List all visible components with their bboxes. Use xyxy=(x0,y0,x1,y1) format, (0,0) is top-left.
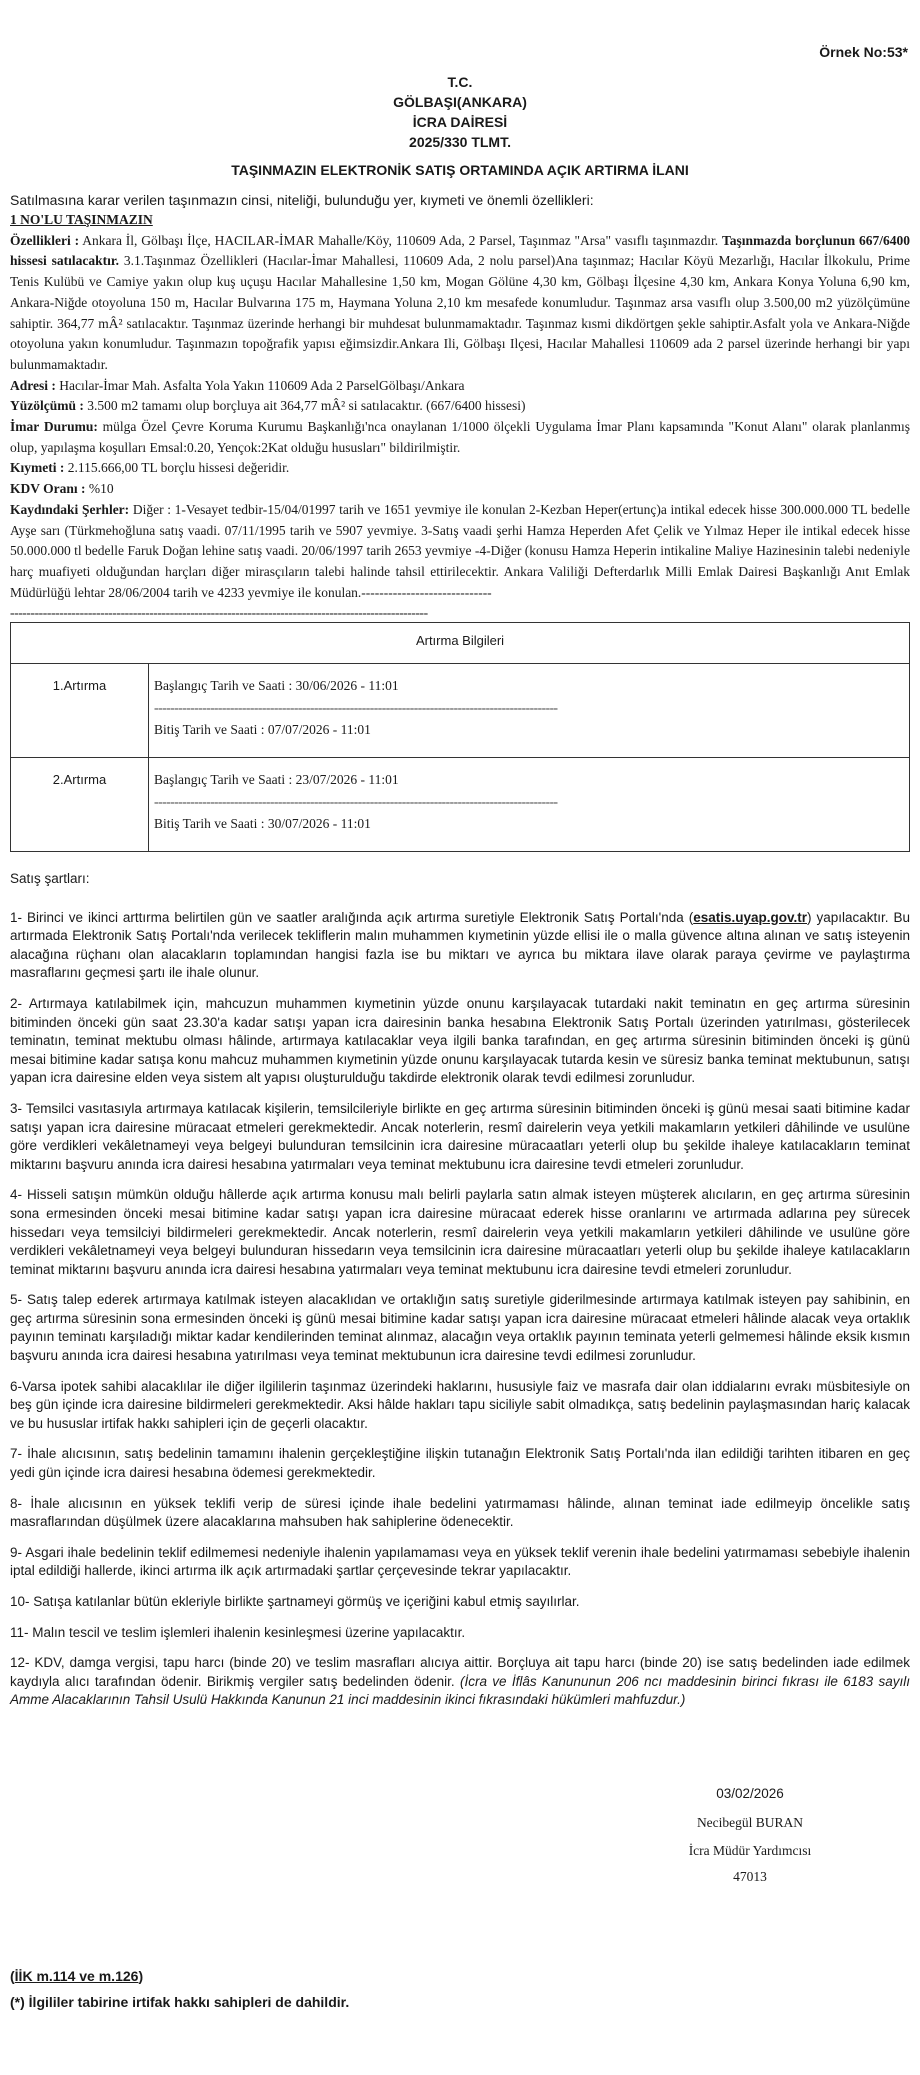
auction-row xyxy=(11,758,910,852)
property-area xyxy=(10,396,910,417)
header-tc: T.C. xyxy=(447,74,473,90)
condition-3: 3- Temsilci vasıtasıyla artırmaya katılacak kişilerin, temsilcileriyle birlikte en geç artırma süresinin bitiminden önceki iş günü mesai saati bitimine kadar satışı yapan icra dairesine müracaat etmeleri gerekmektedir. Ancak noterlerin, resmî dairelerin veya yetkili makamların yetkileri dâhilinde ve usulüne göre verdikleri vekâletnameyi veya belgeyi bulunduran temsilcinin icra dairesine müracaatları yeterli olup bu şekilde ihaleye katılacakların teminat miktarını başvuru anında icra dairesi hesabına yatırmaları veya teminat mektubunu icra dairesine tevdi etmeleri zorunludur. xyxy=(10,1100,910,1172)
auction-name: 1.Artırma xyxy=(11,664,149,758)
law-reference-link[interactable]: İİK m.114 ve m.126 xyxy=(14,1968,139,1984)
features-text-a: Ankara İl, Gölbaşı İlçe, HACILAR-İMAR Mahalle/Köy, 110609 Ada, 2 Parsel, Taşınmaz "Arsa" vasıflı taşınmazdır. xyxy=(82,232,719,248)
header-city: GÖLBAŞI(ANKARA) xyxy=(393,94,527,110)
condition-12-legal-note: (İcra ve İflâs Kanununun 206 ncı maddesinin birinci fıkrası ile 6183 sayılı Amme Alacaklarının Tahsil Usulü Hakkında Kanunun 21 inci maddesinin ikinci fıkrasındaki hükümleri mahfuzdur.) xyxy=(10,1673,910,1708)
address-label: Adresi : xyxy=(10,377,56,393)
condition-8: 8- İhale alıcısının en yüksek teklifi verip de süresi içinde ihale bedelini yatırmaması hâlinde, alınan teminat iade edilmeyip öncelikle satış masraflarından düşülmek üzere alacaklarına mahsuben hak sahiplerine ödenecektir. xyxy=(10,1495,910,1530)
office-header xyxy=(0,72,920,152)
header-file-no: 2025/330 TLMT. xyxy=(409,134,511,150)
property-heading: 1 NO'LU TAŞINMAZIN xyxy=(10,212,153,227)
auction-table-header: Artırma Bilgileri xyxy=(11,623,910,664)
value-label: Kıymeti : xyxy=(10,460,65,476)
intro-text: Satılmasına karar verilen taşınmazın cinsi, niteliği, bulunduğu yer, kıymeti ve önemli özellikleri: xyxy=(10,192,594,208)
condition-1: 1- Birinci ve ikinci arttırma belirtilen gün ve saatler aralığında açık artırma suretiyle Elektronik Satış Portalı'nda (esatis.uyap.gov.tr) yapılacaktır. Bu artırmada Elektronik Satış Portalı'nda verilecek tekliflerin malın muhammen kıymetinin yüzde ellisi ile o malla güvence altına alınan ve satış isteyenin alacağına rüçhanı olan alacakların toplamından hangisi fazla ise bu miktarı ve ayrıca bu miktara ilave olarak paraya çevirme ve paylaştırma masraflarını geçmesi şartı ile ihale olunur. xyxy=(10,909,910,981)
auction-name: 2.Artırma xyxy=(11,758,149,852)
property-vat xyxy=(10,479,910,500)
auction-end-value: 30/07/2026 - 11:01 xyxy=(267,816,371,831)
sale-conditions xyxy=(10,870,910,1722)
property-zoning xyxy=(10,417,910,458)
property-details xyxy=(10,210,910,624)
features-text-b: 3.1.Taşınmaz Özellikleri (Hacılar-İmar Mahallesi, 110609 Ada, 2 nolu parsel)Ana taşınmaz; Hacılar Köyü Mezarlığı, Hacılar İlkokulu, Prime Tenis Kulübü ve Camiye yakın olup kuş uçuşu Hacılar Mahallesine 1,50 km, Mogan Gölüne 4,30 km, Gölbaşı İlçesine 4,30 km, Ankara Konya Yoluna 6,90 km, Ankara-Niğde otoyoluna 150 m, Hacılar Bulvarına 175 m, Haymana Yoluna 2,10 km mesafede konumludur. Taşınmaz arsa vasıflı olup 3.500,00 m2 yüzölçümüne sahiptir. 364,77 mÂ² satılacaktır. Taşınmaz üzerinde herhangi bir muhdesat bulunmamaktadır. Taşınmaz kısmi dikdörtgen şekle sahiptir.Asfalt yola ve Ankara-Niğde otoyoluna yakın konumludur. Taşınmazın topoğrafik yapısı eğimsizdir.Ankara Ili, Gölbaşı Ilçesi, Hacılar Mahallesi 110609 ada 2 parsel üzerinde herhangi bir yapı bulunmamaktadır. xyxy=(10,253,910,372)
records-text: Diğer : 1-Vesayet tedbir-15/04/01997 tarih ve 1651 yevmiye ile konulan 2-Kezban Heper(ertunç)a intikal edecek hisse 300.000.000 TL bedelle Ayşe sarı (Türkmehoğluna satış vaadi. 07/11/1995 tarih ve 5907 yevmiye. 3-Satış vaadi şerhi Hamza Heperden Afet Çelik ve Yılmaz Heper ile intikal edecek hisse 50.000.000 tl bedelle Faruk Doğan lehine satış vaadi. 20/06/1997 tarih 2653 yevmiye -4-Diğer (konusu Hamza Heperin intikaline Maliye Hazinesinin talebi nedeniyle harç muafiyeti olduğundan harçları diğer mirasçıların talebi halinde tahsil ettirilecektir. Ankara Valiliği Defterdarlık Milli Emlak Dairesi Başkanlığı Anıt Emlak Müdürlüğü lehtar 28/06/2004 tarih ve 4233 yevmiye ile konulan.----------------------------- xyxy=(10,501,910,600)
condition-7: 7- İhale alıcısının, satış bedelinin tamamını ihalenin gerçekleştiğine ilişkin tutanağın Elektronik Satış Portalı'nda ilan edildiği tarihten itibaren en geç yedi gün içinde icra dairesi hesabına ödemesi gerekmektedir. xyxy=(10,1446,910,1481)
condition-4: 4- Hisseli satışın mümkün olduğu hâllerde açık artırma konusu malı belirli paylarla satın almak isteyen müşterek alıcıların, en geç artırma süresinin sona ermesinden önceki mesai bitimine kadar satışı yapan icra dairesine müracaat ederek hisse oranlarını ve artırmada adlarına pey sürecek hissedarı veya temsilciyi bildirmeleri gerekmektedir. Ancak noterlerin, resmî dairelerin veya yetkili makamların yetkileri dâhilinde ve usulüne göre verdikleri vekâletnameyi veya belgeyi bulunduran hissedarın veya temsilcinin icra dairesine müracaatları yeterli olup bu şekilde ihaleye katılacakların teminat miktarını başvuru anında icra dairesi hesabına yatırmaları veya teminat mektubunu icra dairesine tevdi etmeleri zorunludur. xyxy=(10,1187,910,1277)
zoning-value: mülga Özel Çevre Koruma Kurumu Başkanlığı'nca onaylanan 1/1000 ölçekli Uygulama İmar Planı kapsamında "Konut Alanı" olarak planlanmış olup, yapılaşma koşulları Emsal:0.20, Yençok:2Kat olduğu hususları" bildirilmiştir. xyxy=(10,419,910,455)
footnote: (*) İlgililer tabirine irtifak hakkı sahipleri de dahildir. xyxy=(10,1994,350,2010)
address-value: Hacılar-İmar Mah. Asfalta Yola Yakın 110609 Ada 2 ParselGölbaşı/Ankara xyxy=(59,377,465,393)
features-share: Taşınmazda borçlunun 667/6400 hissesi satılacaktır. xyxy=(10,232,910,269)
vat-value: %10 xyxy=(88,481,114,497)
condition-11: 11- Malın tescil ve teslim işlemleri ihalenin kesinleşmesi üzerine yapılacaktır. xyxy=(10,1624,466,1640)
property-records xyxy=(10,500,910,604)
auction-row xyxy=(11,664,910,758)
law-reference: (İİK m.114 ve m.126) xyxy=(10,1968,144,1984)
header-office: İCRA DAİRESİ xyxy=(412,114,508,130)
records-dashes: ------------------------------------------------------------------------------------------------------ xyxy=(10,605,428,621)
property-value xyxy=(10,458,910,479)
sample-number: Örnek No:53* xyxy=(819,44,908,60)
auction-table xyxy=(10,622,910,852)
condition-5: 5- Satış talep ederek artırmaya katılmak isteyen alacaklıdan ve ortaklığın satış suretiyle giderilmesinde artırmaya katılmak isteyen pay sahibinin, en geç artırma süresinin sona ermesinden önceki iş günü mesai bitimine kadar satışı yapan icra dairesine müracaat etmeleri hâlinde alacak veya ortaklık payının teminatı karşıladığı miktar kadar kendilerinden teminat alınmaz, alacağın veya ortaklık payının teminata yeterli gelmemesi hâlinde eksik kısmın başvuru anında icra dairesi hesabına yatırılması veya teminat mektubunun icra dairesine tevdi edilmesi zorunludur. xyxy=(10,1292,910,1364)
auction-start-value: 23/07/2026 - 11:01 xyxy=(295,772,399,787)
condition-12: 12- KDV, damga vergisi, tapu harcı (binde 20) ve teslim masrafları alıcıya aittir. Borçluya ait tapu harcı (binde 20) ise satış bedelinden iade edilmek kaydıyla alıcı tarafından ödenir. Birikmiş vergiler satış bedelinden ödenir. (İcra ve İflâs Kanununun 206 ncı maddesinin birinci fıkrası ile 6183 sayılı Amme Alacaklarının Tahsil Usulü Hakkında Kanunun 21 inci maddesinin ikinci fıkrasındaki hükümleri mahfuzdur.) xyxy=(10,1655,910,1708)
auction-start: Başlangıç Tarih ve Saati : 30/06/2026 - 11:01 xyxy=(154,678,399,693)
auction-separator: ----------------------------------------------------------------------------------------------------- xyxy=(154,700,558,715)
auction-separator: ----------------------------------------------------------------------------------------------------- xyxy=(154,794,558,809)
auction-start-value: 30/06/2026 - 11:01 xyxy=(295,678,399,693)
signature-name: Necibegül BURAN xyxy=(696,1815,804,1830)
signature-number: 47013 xyxy=(733,1869,767,1884)
value-amount: 2.115.666,00 TL borçlu hissesi değeridir. xyxy=(67,460,290,476)
auction-end: Bitiş Tarih ve Saati : 30/07/2026 - 11:01 xyxy=(154,816,371,831)
area-value: 3.500 m2 tamamı olup borçluya ait 364,77 mÂ² si satılacaktır. (667/6400 hissesi) xyxy=(87,398,526,414)
auction-end: Bitiş Tarih ve Saati : 07/07/2026 - 11:01 xyxy=(154,722,371,737)
conditions-title: Satış şartları: xyxy=(10,871,90,886)
property-address xyxy=(10,376,910,397)
signature-title: İcra Müdür Yardımcısı xyxy=(688,1843,812,1858)
signature-date: 03/02/2026 xyxy=(716,1786,784,1801)
condition-2: 2- Artırmaya katılabilmek için, mahcuzun muhammen kıymetinin yüzde onunu karşılayacak tutardaki nakit teminatın en geç artırma süresinin bitiminden önceki gün saat 23.30'a kadar satışı yapan icra dairesinin banka hesabına Elektronik Satış Portalı üzerinden yatırılması, gösterilecek teminatın, teminat mektubu olması hâlinde, artırmaya katılacaklar veya ilgili banka tarafından, en geç artırma süresinin bitiminden önceki iş günü mesai bitimine kadar satışa konu mahcuz muhammen kıymetinin yüzde onunu karşılayacak tutarda kesin ve süresiz banka teminat mektubunun, satışı yapan icra dairesine elden veya sistem alt yapısı oluşturulduğu takdirde elektronik olarak tevdi edilmesi zorunludur. xyxy=(10,995,910,1086)
features-label: Özellikleri : xyxy=(10,232,80,248)
condition-9: 9- Asgari ihale bedelinin teklif edilmemesi nedeniyle ihalenin yapılamaması veya en yüksek teklif verenin ihale bedelini yatırmaması sebebiyle ihalenin iptal edildiği hallerde, ikinci artırma ilk açık artırmadaki şartlar çerçevesinde tekrar yapılacaktır. xyxy=(10,1544,910,1579)
property-features xyxy=(10,231,910,376)
records-label: Kaydındaki Şerhler: xyxy=(10,501,130,517)
zoning-label: İmar Durumu: xyxy=(10,419,98,435)
auction-start: Başlangıç Tarih ve Saati : 23/07/2026 - 11:01 xyxy=(154,772,399,787)
auction-end-value: 07/07/2026 - 11:01 xyxy=(267,722,371,737)
notice-title: TAŞINMAZIN ELEKTRONİK SATIŞ ORTAMINDA AÇIK ARTIRMA İLANI xyxy=(231,162,689,178)
condition-6: 6-Varsa ipotek sahibi alacaklılar ile diğer ilgililerin taşınmaz üzerindeki haklarını, hususiyle faiz ve masrafa dair olan iddialarını evrakı müsbitesiyle on beş gün içinde icra dairesine bildirmeleri gerekmektedir. Aksi hâlde hakları tapu siciliyle sabit olmadıkça, satış bedelinin paylaşmasından hariç kalacak ve bu hususlar irtifak hakkı sahipleri için de geçerli olacaktır. xyxy=(10,1378,910,1431)
condition-10: 10- Satışa katılanlar bütün ekleriyle birlikte şartnameyi görmüş ve içeriğini kabul etmiş sayılırlar. xyxy=(10,1594,580,1609)
vat-label: KDV Oranı : xyxy=(10,481,86,497)
esatis-portal-link[interactable]: esatis.uyap.gov.tr xyxy=(693,909,807,925)
area-label: Yüzölçümü : xyxy=(10,398,84,414)
